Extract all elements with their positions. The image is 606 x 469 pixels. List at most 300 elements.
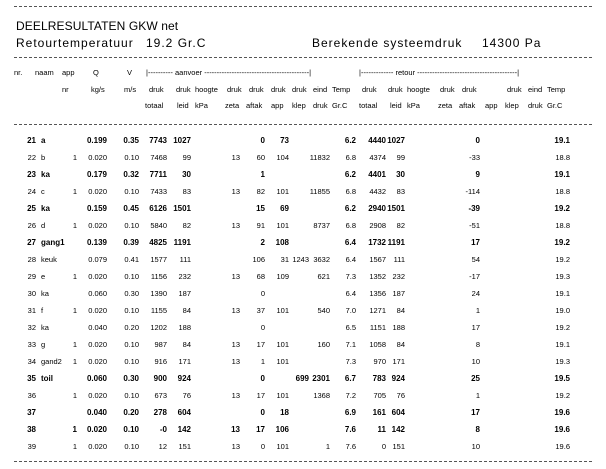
aftak-cell: 0 — [260, 408, 265, 417]
temp-cell: 6.9 — [344, 408, 356, 417]
retour-totaal-cell: 1732 — [368, 238, 386, 247]
retour-aftak-cell: 24 — [471, 289, 480, 298]
hdr-rdruk-3: druk — [528, 101, 543, 110]
druk-app-cell: 108 — [275, 238, 289, 247]
druk-totaal-cell: 1577 — [150, 255, 167, 264]
table-row — [0, 304, 606, 318]
aftak-cell: 0 — [260, 136, 265, 145]
table-row — [0, 270, 606, 284]
retour-temp-cell: 19.3 — [555, 357, 570, 366]
retour-aftak-cell: -17 — [469, 272, 480, 281]
retour-totaal-cell: 2940 — [368, 204, 386, 213]
hdr-ms: m/s — [124, 85, 137, 94]
naam-cell: toil — [41, 374, 53, 383]
app-cell: 1 — [72, 272, 77, 281]
druk-totaal-cell: 1202 — [150, 323, 167, 332]
hdr-druk-b: druk — [176, 85, 191, 94]
hdr-rdruk-e: druk — [507, 85, 522, 94]
table-row — [0, 389, 606, 403]
v-cell: 0.10 — [124, 357, 139, 366]
nr-cell: 35 — [27, 374, 36, 383]
hdr-nr-2: nr — [62, 85, 69, 94]
retour-totaal-cell: 1058 — [369, 340, 386, 349]
nr-cell: 34 — [27, 357, 36, 366]
q-cell: 0.159 — [86, 204, 107, 213]
header-divider — [14, 57, 592, 58]
table-row — [0, 338, 606, 352]
nr-cell: 39 — [27, 442, 36, 451]
druk-leid-cell: 30 — [182, 170, 191, 179]
hdr-druk-f: druk — [292, 85, 307, 94]
druk-totaal-cell: 1156 — [150, 272, 167, 281]
hdr-rdruk-a: druk — [362, 85, 377, 94]
druk-app-cell: 109 — [276, 272, 289, 281]
naam-cell: d — [41, 221, 46, 230]
temp-cell: 7.6 — [344, 425, 356, 434]
retour-aftak-cell: 9 — [475, 170, 480, 179]
retour-totaal-cell: 11 — [377, 425, 386, 434]
table-row — [0, 355, 606, 369]
aftak-cell: 82 — [256, 187, 265, 196]
retour-aftak-cell: -33 — [469, 153, 480, 162]
druk-totaal-cell: 7711 — [149, 170, 167, 179]
druk-totaal-cell: 1390 — [150, 289, 167, 298]
hdr-totaal: totaal — [145, 101, 164, 110]
druk-leid-cell: 82 — [182, 221, 191, 230]
hdr-reind: eind — [528, 85, 543, 94]
temp-cell: 7.3 — [345, 357, 356, 366]
hdr-aanvoer: |---------- aanvoer ------------------------------------------| — [146, 68, 312, 77]
hdr-druk-e: druk — [271, 85, 286, 94]
temp-cell: 7.2 — [345, 391, 356, 400]
table-row — [0, 253, 606, 267]
retour-leid-cell: 187 — [392, 289, 405, 298]
druk-app-cell: 69 — [280, 204, 289, 213]
druk-totaal-cell: 900 — [153, 374, 167, 383]
hdr-rdruk-d: druk — [462, 85, 477, 94]
retour-leid-cell: 84 — [396, 340, 405, 349]
hdr-leid: leid — [177, 101, 189, 110]
retour-totaal-cell: 1567 — [369, 255, 386, 264]
eind-cell: 160 — [317, 340, 330, 349]
temp-cell: 7.0 — [345, 306, 356, 315]
q-cell: 0.179 — [86, 170, 107, 179]
druk-leid-cell: 171 — [178, 357, 191, 366]
druk-totaal-cell: 673 — [154, 391, 167, 400]
retour-totaal-cell: 1151 — [369, 323, 386, 332]
retour-temp-cell: 19.6 — [554, 425, 570, 434]
hdr-temp: Temp — [332, 85, 351, 94]
retour-label: Retourtemperatuur — [16, 36, 134, 50]
hdr-retour: |------------- retour ----------------------------------------| — [359, 68, 520, 77]
q-cell: 0.139 — [86, 238, 107, 247]
q-cell: 0.020 — [88, 442, 107, 451]
nr-cell: 24 — [27, 187, 36, 196]
table-divider — [14, 124, 592, 125]
retour-totaal-cell: 783 — [372, 374, 386, 383]
zeta-cell: 13 — [231, 357, 240, 366]
retour-aftak-cell: -114 — [465, 187, 480, 196]
table-row — [0, 134, 606, 148]
retour-leid-cell: 232 — [392, 272, 405, 281]
q-cell: 0.079 — [88, 255, 107, 264]
retour-totaal-cell: 1352 — [369, 272, 386, 281]
retour-temp-cell: 19.2 — [555, 323, 570, 332]
druk-app-cell: 101 — [276, 221, 289, 230]
table-row — [0, 406, 606, 420]
hdr-rtemp: Temp — [547, 85, 566, 94]
nr-cell: 38 — [27, 425, 36, 434]
aftak-cell: 15 — [256, 204, 265, 213]
retour-totaal-cell: 4440 — [368, 136, 386, 145]
druk-leid-cell: 84 — [182, 340, 191, 349]
q-cell: 0.199 — [86, 136, 107, 145]
temp-cell: 7.1 — [345, 340, 356, 349]
druk-leid-cell: 188 — [178, 323, 191, 332]
druk-leid-cell: 142 — [177, 425, 191, 434]
v-cell: 0.10 — [124, 187, 139, 196]
nr-cell: 33 — [27, 340, 36, 349]
nr-cell: 32 — [27, 323, 36, 332]
hdr-rkpa: kPa — [407, 101, 420, 110]
app-cell: 1 — [72, 340, 77, 349]
druk-app-cell: 101 — [276, 357, 289, 366]
temp-cell: 6.4 — [345, 289, 356, 298]
v-cell: 0.45 — [123, 204, 139, 213]
druk-app-cell: 101 — [276, 187, 289, 196]
retour-totaal-cell: 4401 — [368, 170, 386, 179]
hdr-rapp: app — [485, 101, 498, 110]
retour-aftak-cell: 17 — [471, 408, 480, 417]
hdr-druk-c: druk — [227, 85, 242, 94]
naam-cell: ka — [41, 204, 50, 213]
v-cell: 0.20 — [123, 408, 139, 417]
druk-app-cell: 104 — [276, 153, 289, 162]
temp-cell: 7.3 — [345, 272, 356, 281]
q-cell: 0.020 — [88, 391, 107, 400]
retour-totaal-cell: 161 — [372, 408, 386, 417]
zeta-cell: 13 — [231, 425, 240, 434]
aftak-cell: 1 — [260, 357, 265, 366]
nr-cell: 30 — [27, 289, 36, 298]
zeta-cell: 13 — [231, 272, 240, 281]
retour-leid-cell: 83 — [396, 187, 405, 196]
retour-temp-cell: 18.8 — [555, 153, 570, 162]
zeta-cell: 13 — [231, 187, 240, 196]
top-divider — [14, 6, 592, 7]
nr-cell: 28 — [27, 255, 36, 264]
druk-totaal-cell: 278 — [153, 408, 167, 417]
druk-totaal-cell: 987 — [154, 340, 167, 349]
hdr-druk-3: druk — [313, 101, 328, 110]
table-row — [0, 168, 606, 182]
druk-leid-cell: 99 — [182, 153, 191, 162]
hdr-rzeta: zeta — [438, 101, 453, 110]
v-cell: 0.20 — [124, 323, 139, 332]
zeta-cell: 13 — [231, 221, 240, 230]
naam-cell: a — [41, 136, 46, 145]
hdr-rgrc: Gr.C — [547, 101, 563, 110]
druk-totaal-cell: 7743 — [149, 136, 167, 145]
temp-cell: 7.6 — [345, 442, 356, 451]
hdr-v: V — [127, 68, 133, 77]
naam-cell: b — [41, 153, 46, 162]
retour-aftak-cell: 10 — [471, 357, 480, 366]
aftak-cell: 17 — [256, 391, 265, 400]
zeta-cell: 13 — [231, 442, 240, 451]
temp-cell: 6.4 — [345, 255, 356, 264]
aftak-cell: 0 — [260, 289, 265, 298]
hdr-rleid: leid — [390, 101, 402, 110]
aftak-cell: 17 — [256, 425, 265, 434]
hdr-nr: nr. — [14, 68, 23, 77]
hdr-zeta: zeta — [225, 101, 240, 110]
retour-temp-cell: 19.2 — [555, 391, 570, 400]
app-cell: 1 — [72, 357, 77, 366]
druk-totaal-cell: 7433 — [150, 187, 167, 196]
v-cell: 0.10 — [124, 340, 139, 349]
retour-aftak-cell: 17 — [471, 238, 480, 247]
nr-cell: 26 — [27, 221, 36, 230]
retour-totaal-cell: 4432 — [369, 187, 386, 196]
temp-cell: 6.8 — [345, 153, 356, 162]
druk-totaal-cell: 916 — [154, 357, 167, 366]
aftak-cell: 37 — [256, 306, 265, 315]
systeem-label: Berekende systeemdruk — [312, 36, 463, 50]
aftak-cell: 106 — [252, 255, 265, 264]
druk-leid-cell: 1191 — [173, 238, 191, 247]
aftak-cell: 1 — [260, 170, 265, 179]
aftak-cell: 0 — [260, 323, 265, 332]
klep-cell: 1243 — [292, 255, 309, 264]
nr-cell: 27 — [27, 238, 36, 247]
druk-totaal-cell: 6126 — [149, 204, 167, 213]
v-cell: 0.10 — [123, 425, 139, 434]
retour-aftak-cell: 1 — [475, 306, 480, 315]
q-cell: 0.020 — [88, 357, 107, 366]
retour-leid-cell: 1501 — [387, 204, 405, 213]
druk-leid-cell: 84 — [182, 306, 191, 315]
v-cell: 0.10 — [124, 272, 139, 281]
hdr-rklep: klep — [505, 101, 519, 110]
retour-aftak-cell: 1 — [475, 391, 480, 400]
retour-leid-cell: 924 — [391, 374, 405, 383]
retour-aftak-cell: 54 — [471, 255, 480, 264]
q-cell: 0.020 — [88, 272, 107, 281]
eind-cell: 11855 — [309, 187, 330, 196]
v-cell: 0.41 — [124, 255, 139, 264]
naam-cell: ka — [41, 323, 49, 332]
hdr-q: Q — [93, 68, 99, 77]
druk-totaal-cell: 7468 — [150, 153, 167, 162]
naam-cell: e — [41, 272, 46, 281]
document-title: DEELRESULTATEN GKW net — [16, 19, 179, 33]
druk-app-cell: 73 — [280, 136, 289, 145]
retour-leid-cell: 30 — [396, 170, 405, 179]
retour-temp-cell: 18.8 — [555, 221, 570, 230]
app-cell: 1 — [72, 306, 77, 315]
q-cell: 0.020 — [88, 153, 107, 162]
retour-value: 19.2 Gr.C — [146, 36, 207, 50]
retour-aftak-cell: 8 — [475, 425, 480, 434]
nr-cell: 31 — [27, 306, 36, 315]
table-row — [0, 202, 606, 216]
hdr-aftak: aftak — [246, 101, 263, 110]
druk-totaal-cell: 5840 — [150, 221, 167, 230]
naam-cell: gang1 — [41, 238, 65, 247]
hdr-app-3: app — [271, 101, 284, 110]
retour-temp-cell: 19.1 — [554, 136, 570, 145]
retour-leid-cell: 111 — [393, 255, 405, 264]
retour-temp-cell: 19.5 — [554, 374, 570, 383]
aftak-cell: 91 — [256, 221, 265, 230]
retour-aftak-cell: 25 — [471, 374, 480, 383]
eind-cell: 3632 — [313, 255, 330, 264]
temp-cell: 6.2 — [344, 136, 356, 145]
retour-totaal-cell: 970 — [373, 357, 386, 366]
druk-leid-cell: 232 — [178, 272, 191, 281]
table-row — [0, 321, 606, 335]
nr-cell: 29 — [27, 272, 36, 281]
aftak-cell: 2 — [260, 238, 265, 247]
naam-cell: c — [41, 187, 45, 196]
nr-cell: 22 — [27, 153, 36, 162]
v-cell: 0.10 — [124, 442, 139, 451]
retour-leid-cell: 188 — [392, 323, 405, 332]
bottom-divider — [14, 461, 592, 462]
retour-aftak-cell: 8 — [475, 340, 480, 349]
druk-leid-cell: 151 — [178, 442, 191, 451]
druk-app-cell: 31 — [280, 255, 289, 264]
zeta-cell: 13 — [231, 340, 240, 349]
table-row — [0, 440, 606, 454]
retour-leid-cell: 82 — [396, 221, 405, 230]
temp-cell: 6.8 — [345, 187, 356, 196]
retour-totaal-cell: 2908 — [369, 221, 386, 230]
retour-totaal-cell: 705 — [373, 391, 386, 400]
table-row — [0, 219, 606, 233]
hdr-rdruk-c: druk — [440, 85, 455, 94]
naam-cell: g — [41, 340, 46, 349]
retour-leid-cell: 1191 — [387, 238, 405, 247]
q-cell: 0.040 — [88, 323, 107, 332]
nr-cell: 36 — [27, 391, 36, 400]
naam-cell: gand2 — [41, 357, 62, 366]
druk-leid-cell: 83 — [182, 187, 191, 196]
naam-cell: ka — [41, 289, 49, 298]
hdr-grc: Gr.C — [332, 101, 348, 110]
naam-cell: ka — [41, 170, 50, 179]
v-cell: 0.30 — [123, 374, 139, 383]
q-cell: 0.020 — [88, 221, 107, 230]
druk-app-cell: 101 — [276, 442, 289, 451]
druk-app-cell: 101 — [276, 391, 289, 400]
druk-totaal-cell: 4825 — [149, 238, 167, 247]
retour-totaal-cell: 1271 — [369, 306, 386, 315]
eind-cell: 8737 — [313, 221, 330, 230]
aftak-cell: 60 — [256, 153, 265, 162]
aftak-cell: 17 — [256, 340, 265, 349]
aftak-cell: 0 — [260, 442, 265, 451]
retour-aftak-cell: 0 — [475, 136, 480, 145]
retour-leid-cell: 151 — [392, 442, 405, 451]
q-cell: 0.020 — [88, 306, 107, 315]
retour-leid-cell: 99 — [396, 153, 405, 162]
eind-cell: 540 — [317, 306, 330, 315]
nr-cell: 37 — [27, 408, 36, 417]
retour-totaal-cell: 4374 — [369, 153, 386, 162]
retour-temp-cell: 19.1 — [555, 340, 570, 349]
druk-totaal-cell: 12 — [158, 442, 167, 451]
retour-aftak-cell: -51 — [469, 221, 480, 230]
q-cell: 0.020 — [86, 425, 107, 434]
app-cell: 1 — [72, 153, 77, 162]
nr-cell: 21 — [27, 136, 36, 145]
temp-cell: 6.2 — [344, 170, 356, 179]
q-cell: 0.020 — [88, 340, 107, 349]
temp-cell: 6.8 — [345, 221, 356, 230]
zeta-cell: 13 — [231, 306, 240, 315]
q-cell: 0.060 — [88, 289, 107, 298]
table-row — [0, 151, 606, 165]
q-cell: 0.020 — [88, 187, 107, 196]
hdr-kpa: kPa — [195, 101, 208, 110]
druk-leid-cell: 111 — [179, 255, 191, 264]
app-cell: 1 — [72, 221, 77, 230]
retour-aftak-cell: -39 — [468, 204, 480, 213]
retour-aftak-cell: 10 — [471, 442, 480, 451]
druk-app-cell: 18 — [280, 408, 289, 417]
hdr-klep: klep — [292, 101, 306, 110]
retour-temp-cell: 19.1 — [555, 289, 570, 298]
hdr-druk-d: druk — [249, 85, 264, 94]
hdr-hoogte: hoogte — [195, 85, 218, 94]
systeem-value: 14300 Pa — [482, 36, 542, 50]
app-cell: 1 — [72, 391, 77, 400]
hdr-rdruk-b: druk — [388, 85, 403, 94]
retour-temp-cell: 19.2 — [554, 204, 570, 213]
retour-leid-cell: 171 — [392, 357, 405, 366]
druk-leid-cell: 924 — [177, 374, 191, 383]
retour-leid-cell: 76 — [396, 391, 405, 400]
retour-temp-cell: 19.2 — [555, 255, 570, 264]
v-cell: 0.39 — [123, 238, 139, 247]
temp-cell: 6.4 — [344, 238, 356, 247]
app-cell: 1 — [72, 187, 77, 196]
hdr-rhoogte: hoogte — [407, 85, 430, 94]
v-cell: 0.35 — [123, 136, 139, 145]
table-row — [0, 287, 606, 301]
retour-leid-cell: 142 — [391, 425, 405, 434]
druk-app-cell: 101 — [276, 340, 289, 349]
temp-cell: 6.2 — [344, 204, 356, 213]
v-cell: 0.30 — [124, 289, 139, 298]
druk-leid-cell: 187 — [178, 289, 191, 298]
hdr-druk-a: druk — [149, 85, 164, 94]
app-cell: 1 — [72, 442, 77, 451]
hdr-rtotaal: totaal — [359, 101, 378, 110]
q-cell: 0.060 — [86, 374, 107, 383]
v-cell: 0.32 — [123, 170, 139, 179]
eind-cell: 11832 — [309, 153, 330, 162]
retour-temp-cell: 19.3 — [555, 272, 570, 281]
retour-temp-cell: 19.1 — [554, 170, 570, 179]
table-row — [0, 372, 606, 386]
nr-cell: 23 — [27, 170, 36, 179]
druk-app-cell: 101 — [276, 306, 289, 315]
table-row — [0, 185, 606, 199]
retour-leid-cell: 84 — [396, 306, 405, 315]
